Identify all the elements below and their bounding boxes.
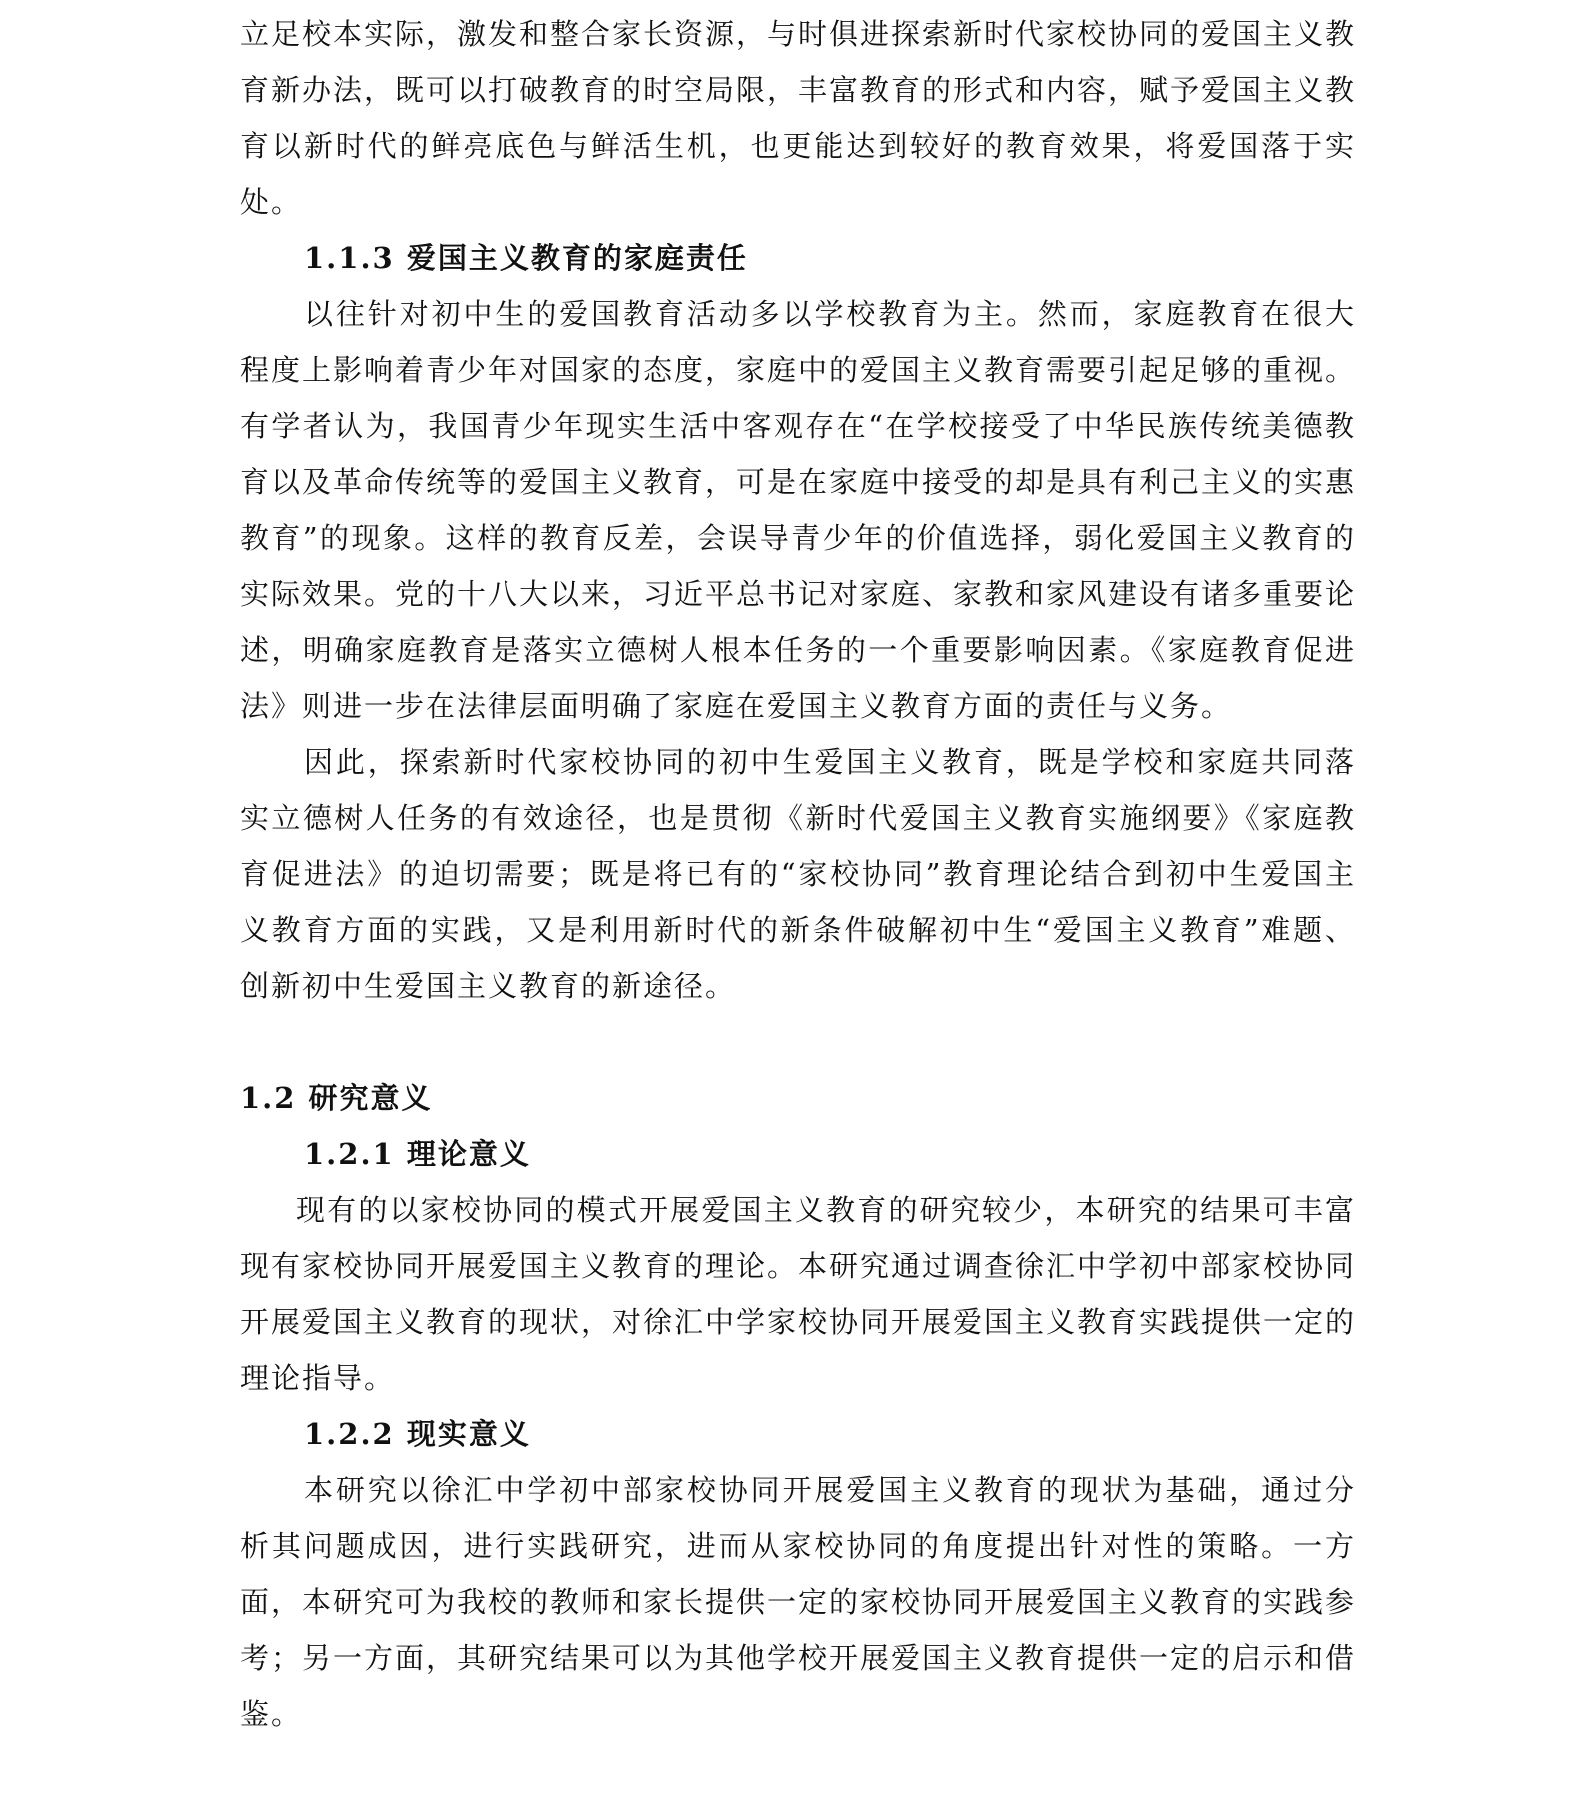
heading-1-1-3: 1.1.3 爱国主义教育的家庭责任 xyxy=(304,241,748,275)
document-page xyxy=(240,6,1356,1742)
paragraph-practical-significance: 本研究以徐汇中学初中部家校协同开展爱国主义教育的现状为基础，通过分析其问题成因，进行实践研究，进而从家校协同的角度提出针对性的策略。一方面，本研究可为我校的教师和家长提供一定的家校协同开展爱国主义教育的实践参考；另一方面，其研究结果可以为其他学校开展爱国主义教育提供一定的启示和借鉴。 xyxy=(240,1473,1357,1731)
paragraph-family-responsibility: 以往针对初中生的爱国教育活动多以学校教育为主。然而，家庭教育在很大程度上影响着青少年对国家的态度，家庭中的爱国主义教育需要引起足够的重视。有学者认为，我国青少年现实生活中客观存在“在学校接受了中华民族传统美德教育以及革命传统等的爱国主义教育，可是在家庭中接受的却是具有利己主义的实惠教育”的现象。这样的教育反差，会误导青少年的价值选择，弱化爱国主义教育的实际效果。党的十八大以来，习近平总书记对家庭、家教和家风建设有诸多重要论述，明确家庭教育是落实立德树人根本任务的一个重要影响因素。《家庭教育促进法》则进一步在法律层面明确了家庭在爱国主义教育方面的责任与义务。 xyxy=(240,297,1357,723)
heading-1-2: 1.2 研究意义 xyxy=(240,1081,433,1115)
paragraph-theoretical-significance: 现有的以家校协同的模式开展爱国主义教育的研究较少，本研究的结果可丰富现有家校协同开展爱国主义教育的理论。本研究通过调查徐汇中学初中部家校协同开展爱国主义教育的现状，对徐汇中学家校协同开展爱国主义教育实践提供一定的理论指导。 xyxy=(240,1193,1357,1395)
heading-1-2-1: 1.2.1 理论意义 xyxy=(304,1137,531,1171)
paragraph-intro: 立足校本实际，激发和整合家长资源，与时俱进探索新时代家校协同的爱国主义教育新办法，既可以打破教育的时空局限，丰富教育的形式和内容，赋予爱国主义教育以新时代的鲜亮底色与鲜活生机，也更能达到较好的教育效果，将爱国落于实处。 xyxy=(240,17,1357,219)
paragraph-therefore: 因此，探索新时代家校协同的初中生爱国主义教育，既是学校和家庭共同落实立德树人任务的有效途径，也是贯彻《新时代爱国主义教育实施纲要》《家庭教育促进法》的迫切需要；既是将已有的“家校协同”教育理论结合到初中生爱国主义教育方面的实践，又是利用新时代的新条件破解初中生“爱国主义教育”难题、创新初中生爱国主义教育的新途径。 xyxy=(240,745,1356,1003)
heading-1-2-2: 1.2.2 现实意义 xyxy=(304,1417,531,1451)
